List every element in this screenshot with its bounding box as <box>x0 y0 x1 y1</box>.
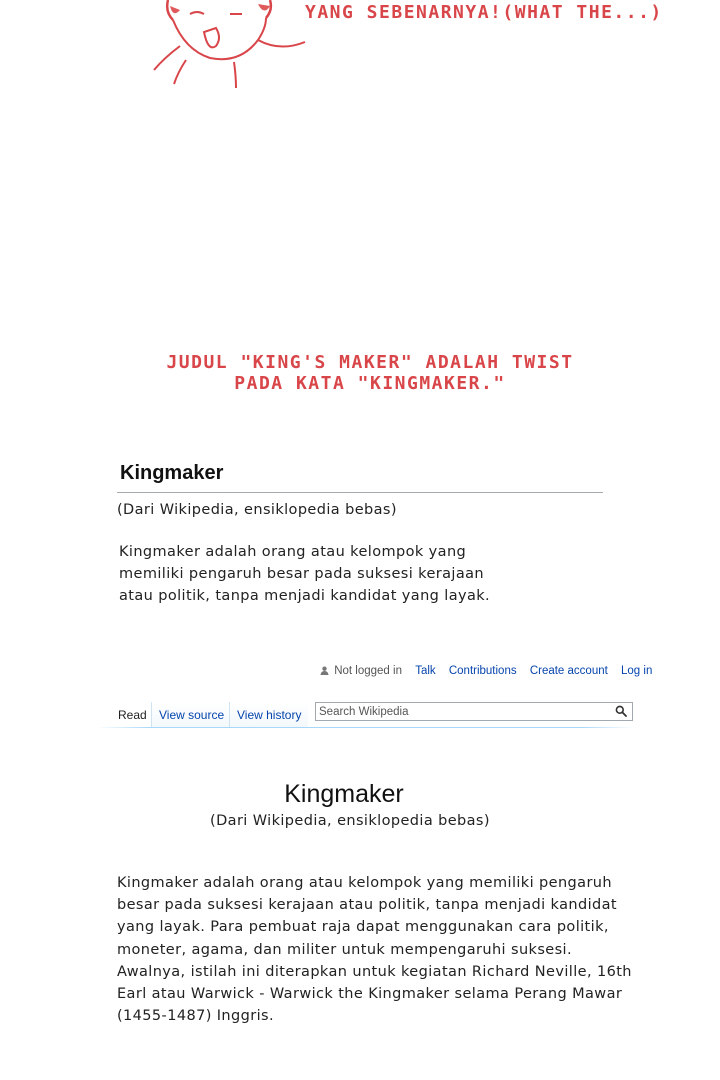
talk-link[interactable]: Talk <box>415 665 436 677</box>
tab-view-source[interactable]: View source <box>151 702 231 728</box>
excerpt-title: Kingmaker <box>120 462 224 484</box>
contributions-link[interactable]: Contributions <box>448 665 517 677</box>
personal-tools <box>320 665 652 677</box>
excerpt-body <box>119 541 499 607</box>
article-subtitle: (Dari Wikipedia, ensiklopedia bebas) <box>210 813 490 829</box>
article-line: moneter, agama, dan militer untuk mempengaruhi suksesi. <box>117 941 572 958</box>
excerpt-line: atau politik, tanpa menjadi kandidat yang layak. <box>119 588 491 604</box>
excerpt-divider <box>117 492 603 493</box>
article-title: Kingmaker <box>284 780 404 808</box>
search-input[interactable] <box>319 704 599 719</box>
top-caption: YANG SEBENARNYA!(WHAT THE...) <box>305 2 663 23</box>
login-status: Not logged in <box>334 665 402 677</box>
article-line: besar pada suksesi kerajaan atau politik, tanpa menjadi kandidat <box>117 897 617 914</box>
login-link[interactable]: Log in <box>621 665 653 677</box>
caption-line-2: PADA KATA "KINGMAKER." <box>234 373 506 394</box>
doodle-character-illustration <box>140 0 310 92</box>
excerpt-subtitle: (Dari Wikipedia, ensiklopedia bebas) <box>117 502 397 518</box>
article-line: (1455-1487) Inggris. <box>117 1008 274 1025</box>
article-line: Awalnya, istilah ini diterapkan untuk kegiatan Richard Neville, 16th <box>117 963 632 980</box>
tab-underline <box>97 727 634 728</box>
page-tabs <box>97 700 634 728</box>
search-icon[interactable] <box>615 705 627 717</box>
create-account-link[interactable]: Create account <box>529 665 608 677</box>
search-box <box>315 702 633 721</box>
user-icon <box>320 666 329 675</box>
caption-line-1: JUDUL "KING'S MAKER" ADALAH TWIST <box>166 352 574 373</box>
title-twist-caption <box>120 352 620 394</box>
tab-read[interactable]: Read <box>111 702 154 728</box>
article-line: yang layak. Para pembuat raja dapat menggunakan cara politik, <box>117 919 609 936</box>
excerpt-line: memiliki pengaruh besar pada suksesi kerajaan <box>119 566 485 582</box>
excerpt-line: Kingmaker adalah orang atau kelompok yang <box>119 544 467 560</box>
article-body <box>117 872 632 1027</box>
tab-view-history[interactable]: View history <box>229 702 308 728</box>
article-line: Kingmaker adalah orang atau kelompok yang memiliki pengaruh <box>117 875 612 891</box>
article-line: Earl atau Warwick - Warwick the Kingmaker selama Perang Mawar <box>117 986 623 1003</box>
